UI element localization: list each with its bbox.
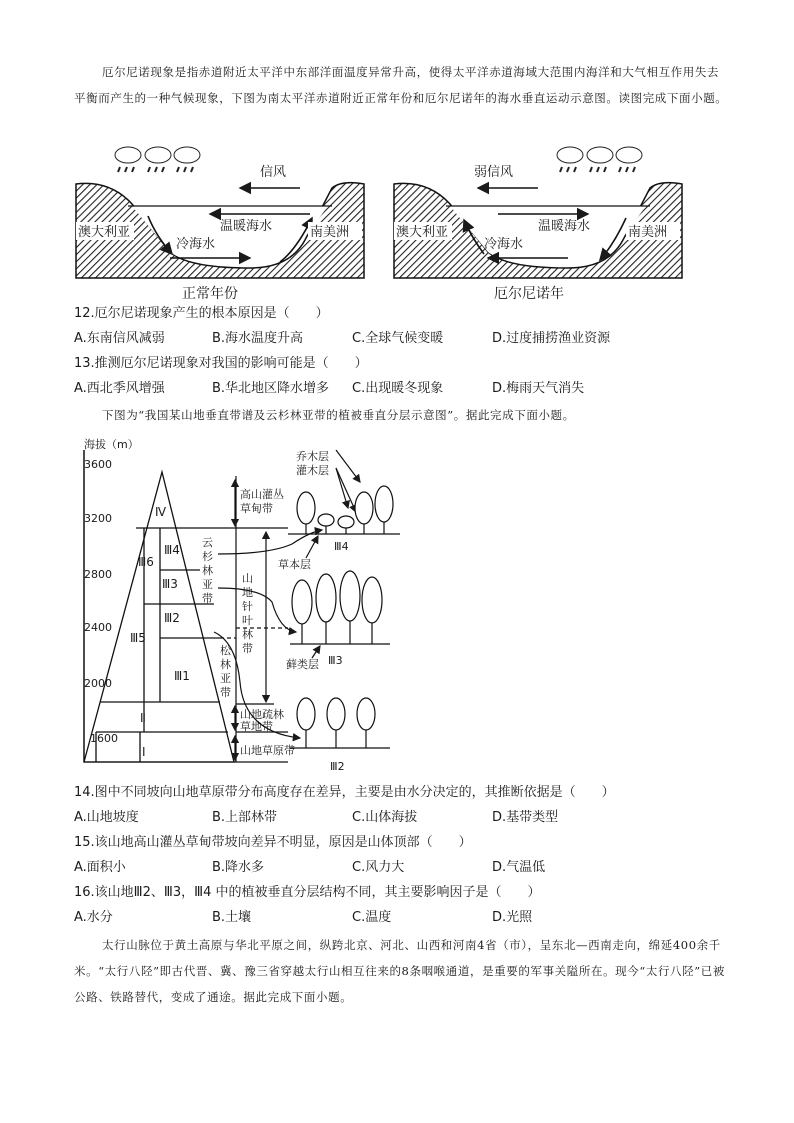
question-16: 16.该山地Ⅲ2、Ⅲ3，Ⅲ4 中的植被垂直分层结构不同，其主要影响因子是（ ） — [74, 885, 541, 900]
option-d[interactable]: D.气温低 — [492, 860, 546, 875]
tree-icon — [297, 698, 315, 748]
inset-iii2 — [290, 698, 390, 773]
zone-iii2: Ⅲ2 — [164, 611, 180, 625]
belt-conifer-3: 针 — [242, 600, 253, 613]
normal-year-panel — [76, 147, 364, 302]
cloud-icon — [115, 147, 141, 172]
belt-pine-2: 林 — [220, 658, 231, 671]
tick-1600: 1600 — [90, 732, 118, 745]
option-d[interactable]: D.光照 — [492, 910, 533, 925]
option-a[interactable]: A.东南信风减弱 — [74, 331, 165, 346]
tree-icon — [362, 577, 382, 644]
question-12-options — [74, 329, 734, 349]
option-c[interactable]: C.风力大 — [352, 860, 405, 875]
belt-conifer-2: 地 — [242, 586, 253, 599]
option-d[interactable]: D.梅雨天气消失 — [492, 381, 585, 396]
inset-iii4-label: Ⅲ4 — [334, 540, 349, 553]
belt-conifer-5: 林 — [242, 628, 253, 641]
option-b[interactable]: B.土壤 — [212, 910, 252, 925]
zone-i: Ⅰ — [142, 745, 146, 759]
tree-icon — [375, 486, 393, 534]
normal-year-caption: 正常年份 — [182, 286, 238, 302]
tree-icon — [355, 492, 373, 534]
question-16-options — [74, 908, 734, 928]
cloud-icon — [587, 147, 613, 172]
question-15: 15.该山地高山灌丛草甸带坡向差异不明显，原因是山体顶部（ ） — [74, 835, 472, 850]
belt-pine-4: 带 — [220, 686, 231, 699]
cloud-icon — [557, 147, 583, 172]
cloud-icon — [174, 147, 200, 172]
cloud-icon — [616, 147, 642, 172]
belt-sparse-1: 山地疏林 — [240, 708, 284, 721]
passage-mountain: 下图为“我国某山地垂直带谱及云杉林亚带的植被垂直分层示意图”。据此完成下面小题。 — [102, 408, 575, 422]
tick-3200: 3200 — [84, 512, 112, 525]
option-a[interactable]: A.山地坡度 — [74, 810, 139, 825]
passage-elnino: 厄尔尼诺现象是指赤道附近太平洋中东部洋面温度异常升高，使得太平洋赤道海域大范围内海洋和大气相互作用失去平衡而产生的一种气候现象，下图为南太平洋赤道附近正常年份和厄尔尼诺年的海水垂直运动示意图。读图完成下面小题。 — [74, 65, 728, 105]
belt-alpine-2: 草甸带 — [240, 502, 273, 515]
option-a[interactable]: A.水分 — [74, 910, 113, 925]
cold-water-label: 冷海水 — [176, 237, 216, 252]
option-c[interactable]: C.山体海拔 — [352, 810, 418, 825]
australia-label: 澳大利亚 — [78, 225, 131, 240]
option-c[interactable]: C.出现暖冬现象 — [352, 381, 444, 396]
belt-spruce-1: 云 — [202, 536, 213, 549]
zone-iv: Ⅳ — [155, 505, 167, 519]
tick-3600: 3600 — [84, 458, 112, 471]
zone-ii: Ⅱ — [140, 711, 146, 725]
belt-pine-3: 亚 — [220, 672, 231, 685]
shrub-icon — [318, 514, 334, 534]
option-d[interactable]: D.过度捕捞渔业资源 — [492, 331, 611, 346]
option-b[interactable]: B.上部林带 — [212, 810, 278, 825]
belt-spruce-3: 林 — [202, 564, 213, 577]
trade-wind-label: 信风 — [260, 165, 287, 180]
question-15-options — [74, 858, 734, 878]
layer-shrub-label: 灌木层 — [296, 464, 329, 477]
option-d[interactable]: D.基带类型 — [492, 810, 559, 825]
shrub-icon — [338, 516, 354, 534]
belt-conifer-4: 叶 — [242, 614, 253, 627]
tree-icon — [297, 492, 315, 534]
weak-trade-wind-label: 弱信风 — [474, 165, 514, 180]
layer-tree-label: 乔木层 — [296, 450, 329, 463]
question-14-options — [74, 808, 734, 828]
tree-icon — [357, 698, 375, 748]
cloud-group — [115, 147, 200, 172]
tick-2400: 2400 — [84, 621, 112, 634]
belt-pine-1: 松 — [220, 644, 231, 657]
question-12: 12.厄尔尼诺现象产生的根本原因是（ ） — [74, 306, 329, 321]
tree-icon — [340, 571, 360, 644]
warm-water-label: 温暖海水 — [538, 219, 591, 234]
cold-water-label: 冷海水 — [484, 237, 524, 252]
cloud-icon — [145, 147, 171, 172]
zone-iii6: Ⅲ6 — [138, 555, 154, 569]
tree-icon — [327, 698, 345, 748]
cloud-group — [557, 147, 642, 172]
south-america-label: 南美洲 — [310, 225, 350, 240]
altitude-axis-title: 海拔（m） — [84, 438, 139, 451]
belt-spruce-4: 亚 — [202, 578, 213, 591]
elnino-year-panel — [394, 147, 682, 302]
warm-water-label: 温暖海水 — [220, 219, 273, 234]
elnino-figure — [70, 140, 730, 305]
tree-icon — [316, 574, 336, 644]
option-b[interactable]: B.海水温度升高 — [212, 331, 304, 346]
elnino-year-caption: 厄尔尼诺年 — [494, 286, 564, 302]
option-c[interactable]: C.全球气候变暖 — [352, 331, 444, 346]
inset-iii3 — [286, 571, 390, 671]
zone-iii1: Ⅲ1 — [174, 669, 190, 683]
option-a[interactable]: A.西北季风增强 — [74, 381, 165, 396]
layer-herb-label: 草本层 — [278, 558, 311, 571]
mountain-zonation-figure — [60, 432, 680, 777]
zone-iii3: Ⅲ3 — [162, 577, 178, 591]
layer-moss-label: 藓类层 — [286, 658, 319, 671]
zone-iii4: Ⅲ4 — [164, 543, 180, 557]
belt-grass: 山地草原带 — [240, 744, 295, 757]
tick-2800: 2800 — [84, 568, 112, 581]
south-america-label: 南美洲 — [628, 225, 668, 240]
belt-spruce-2: 杉 — [202, 550, 213, 563]
inset-iii2-label: Ⅲ2 — [330, 760, 345, 773]
australia-label: 澳大利亚 — [396, 225, 449, 240]
option-a[interactable]: A.面积小 — [74, 860, 126, 875]
belt-conifer-1: 山 — [242, 572, 253, 585]
tree-icon — [292, 580, 312, 644]
question-14: 14.图中不同坡向山地草原带分布高度存在差异，主要是由水分决定的，其推断依据是（ ） — [74, 785, 615, 800]
belt-conifer-6: 带 — [242, 642, 253, 655]
option-c[interactable]: C.温度 — [352, 910, 392, 925]
tick-2000: 2000 — [84, 677, 112, 690]
belt-spruce-5: 带 — [202, 592, 213, 605]
inset-iii3-label: Ⅲ3 — [328, 654, 343, 667]
option-b[interactable]: B.华北地区降水增多 — [212, 381, 330, 396]
inset-iii4 — [278, 449, 400, 571]
question-13: 13.推测厄尔尼诺现象对我国的影响可能是（ ） — [74, 356, 368, 371]
belt-sparse-2: 草地带 — [240, 720, 273, 733]
question-13-options — [74, 379, 734, 399]
belt-alpine-1: 高山灌丛 — [240, 488, 284, 501]
passage-taihang: 太行山脉位于黄土高原与华北平原之间，纵跨北京、河北、山西和河南4省（市），呈东北—西南走向，绵延400余千米。“太行八陉”即古代晋、冀、豫三省穿越太行山相互往来的8条咽喉通道，是重要的军事关隘所在。现今“太行八陉”已被公路、铁路替代，变成了通途。据此完成下面小题。 — [74, 938, 725, 1004]
option-b[interactable]: B.降水多 — [212, 860, 265, 875]
zone-iii5: Ⅲ5 — [130, 631, 146, 645]
